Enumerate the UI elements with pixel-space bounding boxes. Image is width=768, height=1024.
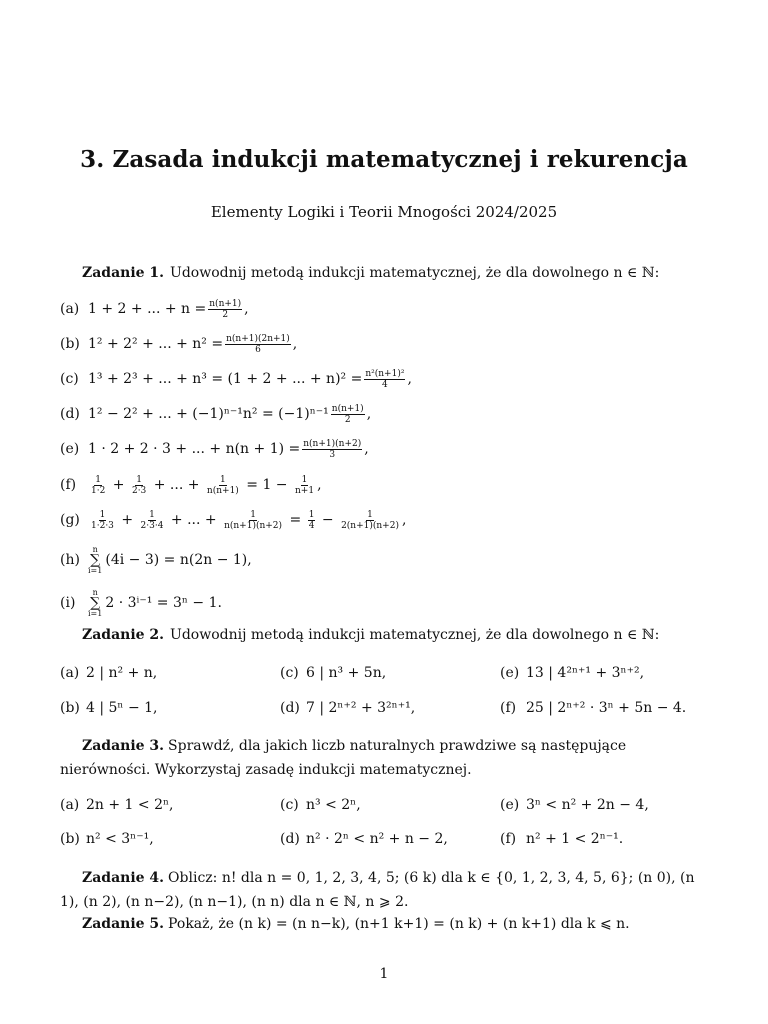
sum-symbol: n ∑ i=1 [88, 545, 103, 575]
task2-item-e: (e) 13 | 4²ⁿ⁺¹ + 3ⁿ⁺², [500, 665, 645, 681]
page-subtitle: Elementy Logiki i Teorii Mnogości 2024/2025 [210, 203, 558, 221]
fraction: $\frac{1}{n+1}$ [294, 474, 315, 496]
task3-heading: Zadanie 3. Sprawdź, dla jakich liczb naturalnych prawdziwe są następujące nierówności. Wykorzystaj zasadę indukcji matematycznej. [60, 738, 627, 778]
task5-paragraph: Zadanie 5. Pokaż, że (n k) = (n n−k), (n+1 k+1) = (n k) + (n k+1) dla k ⩽ n. [82, 916, 630, 932]
task1-item-g: (g) $\frac{1}{1\cdot 2\cdot 3}$ + $\frac{1}{2\cdot 3\cdot 4}$ + ... + $\frac{1}{n(n+1)(n+2)}$ = $\frac{1}{4}$ − $\frac{1}{2(n+1)(n+2)}$ , [60, 509, 407, 531]
task1-heading: Zadanie 1. Udowodnij metodą indukcji matematycznej, że dla dowolnego n ∈ ℕ: [82, 265, 660, 281]
fraction: $\frac{n(n+1)(n+2)}{3}$ [303, 438, 362, 460]
task4-paragraph: Zadanie 4. Oblicz: n! dla n = 0, 1, 2, 3, 4, 5; (6 k) dla k ∈ {0, 1, 2, 3, 4, 5, 6}; (n 0), (n 1), (n 2), (n n−2), (n n−1), (n n) dla n ∈ ℕ, n ⩾ 2. [60, 870, 695, 910]
fraction: $\frac{n(n+1)(2n+1)}{6}$ [226, 333, 290, 355]
page-title: 3. Zasada indukcji matematycznej i rekurencja [80, 146, 688, 173]
fraction: $\frac{1}{4}$ [308, 509, 315, 531]
task2-item-f: (f) 25 | 2ⁿ⁺² · 3ⁿ + 5n − 4. [500, 700, 687, 716]
task2-heading: Zadanie 2. Udowodnij metodą indukcji matematycznej, że dla dowolnego n ∈ ℕ: [82, 627, 660, 643]
task2-item-a: (a) 2 | n² + n, [60, 665, 158, 681]
task1-item-h: (h) n ∑ i=1 (4i − 3) = n(2n − 1), [60, 545, 252, 575]
fraction: $\frac{1}{n(n+1)(n+2)}$ [224, 509, 283, 531]
sum-symbol: n ∑ i=1 [88, 588, 103, 618]
task3-item-b: (b) n² < 3ⁿ⁻¹, [60, 831, 154, 847]
fraction: $\frac{1}{n(n+1)}$ [206, 474, 239, 496]
task2-item-b: (b) 4 | 5ⁿ − 1, [60, 700, 158, 716]
fraction: $\frac{1}{2\cdot 3}$ [131, 474, 147, 496]
fraction: $\frac{1}{1\cdot 2\cdot 3}$ [91, 509, 114, 531]
task3-item-f: (f) n² + 1 < 2ⁿ⁻¹. [500, 831, 624, 847]
fraction: $\frac{n(n+1)}{2}$ [209, 298, 242, 320]
fraction: $\frac{1}{1\cdot 2}$ [91, 474, 106, 496]
fraction: $\frac{1}{2(n+1)(n+2)}$ [341, 509, 399, 531]
task3-item-a: (a) 2n + 1 < 2ⁿ, [60, 797, 174, 813]
task1-item-b: (b) 1² + 2² + ... + n² = $\frac{n(n+1)(2n+1)}{6}$ , [60, 333, 298, 355]
fraction: $\frac{1}{2\cdot 3\cdot 4}$ [140, 509, 164, 531]
task1-item-f: (f) $\frac{1}{1\cdot 2}$ + $\frac{1}{2\cdot 3}$ + ... + $\frac{1}{n(n+1)}$ = 1 − $\frac{1}{n+1}$ , [60, 474, 322, 496]
task3-item-d: (d) n² · 2ⁿ < n² + n − 2, [280, 831, 448, 847]
task2-item-d: (d) 7 | 2ⁿ⁺² + 3²ⁿ⁺¹, [280, 700, 416, 716]
task1-item-a: (a) 1 + 2 + ... + n = $\frac{n(n+1)}{2}$ , [60, 298, 249, 320]
task3-item-c: (c) n³ < 2ⁿ, [280, 797, 361, 813]
page-number: 1 [379, 966, 389, 982]
task3-item-e: (e) 3ⁿ < n² + 2n − 4, [500, 797, 649, 813]
task1-item-c: (c) 1³ + 2³ + ... + n³ = (1 + 2 + ... + n)² = $\frac{\text{n²(n+1)²}}{4}$ , [60, 368, 412, 390]
task1-item-i: (i) n ∑ i=1 2 · 3ⁱ⁻¹ = 3ⁿ − 1. [60, 588, 222, 618]
task1-item-d: (d) 1² − 2² + ... + (−1)ⁿ⁻¹n² = (−1)ⁿ⁻¹ $\frac{n(n+1)}{2}$ , [60, 403, 372, 425]
task1-item-e: (e) 1 · 2 + 2 · 3 + ... + n(n + 1) = $\frac{n(n+1)(n+2)}{3}$ , [60, 438, 369, 460]
task2-item-c: (c) 6 | n³ + 5n, [280, 665, 387, 681]
fraction: $\frac{n(n+1)}{2}$ [331, 403, 364, 425]
fraction: $\frac{\text{n²(n+1)²}}{4}$ [365, 368, 405, 390]
